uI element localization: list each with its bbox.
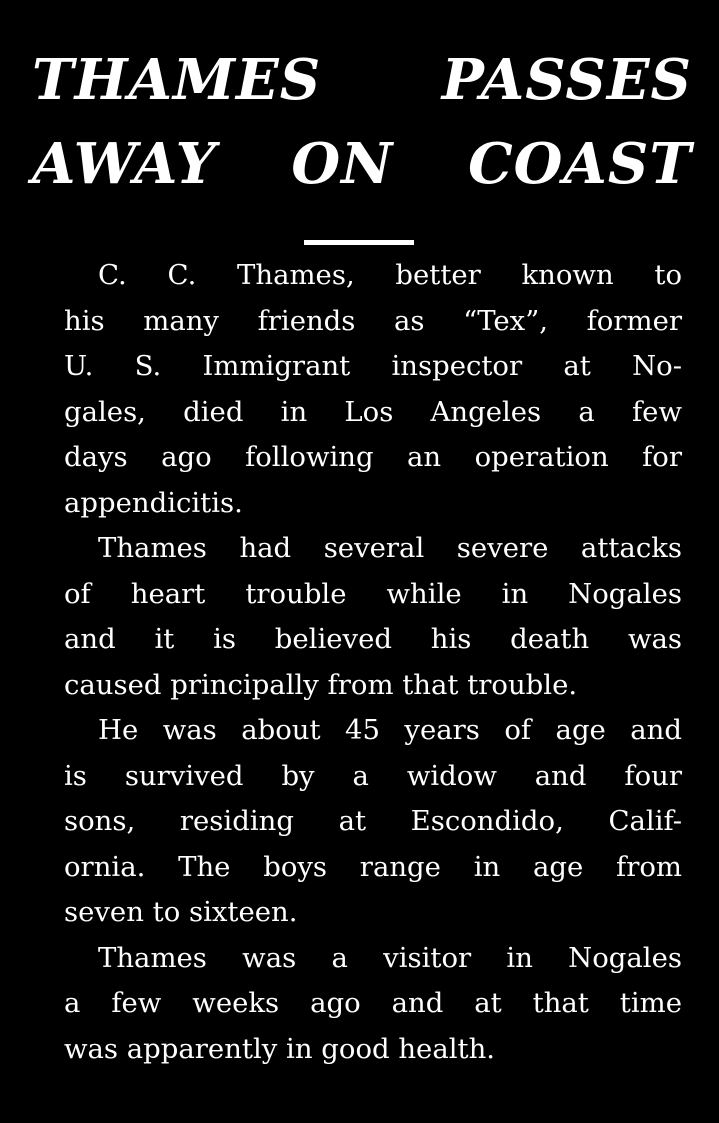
text-line: ornia. The boys range in age from (64, 850, 682, 883)
paragraph-2 (30, 526, 682, 708)
text-line: was apparently in good health. (64, 1032, 496, 1065)
text-line: and it is believed his death was (64, 623, 682, 655)
text-line: Thames was a visitor in Nogales (98, 941, 682, 974)
paragraph-1 (30, 253, 682, 526)
headline-line-1 (32, 38, 692, 122)
headline-word: ON (291, 131, 394, 197)
text-line: his many friends as “Tex”, former (64, 304, 682, 337)
headline-word: COAST (468, 131, 692, 197)
text-line: of heart trouble while in Nogales (64, 577, 682, 610)
paragraph-4 (30, 936, 682, 1073)
text-line: Thames had several severe attacks (98, 532, 682, 564)
text-line: gales, died in Los Angeles a few (64, 395, 682, 428)
text-line: C. C. Thames, better known to (98, 259, 682, 291)
text-line: He was about 45 years of age and (98, 714, 682, 746)
text-line: seven to sixteen. (64, 896, 298, 928)
headline-word: AWAY (32, 131, 217, 197)
text-line: is survived by a widow and four (64, 759, 682, 792)
text-line: a few weeks ago and at that time (64, 987, 682, 1019)
text-line: U. S. Immigrant inspector at No- (64, 350, 682, 382)
text-line: sons, residing at Escondido, Calif- (64, 805, 682, 837)
paragraph-3 (30, 708, 682, 936)
headline-word: PASSES (441, 47, 692, 113)
headline-line-2 (32, 122, 692, 206)
headline-word: THAMES (32, 47, 322, 113)
article-body (30, 253, 682, 1072)
text-line: appendicitis. (64, 486, 243, 519)
text-line: caused principally from that trouble. (64, 668, 578, 701)
text-line: days ago following an operation for (64, 441, 682, 473)
divider-rule (304, 240, 414, 245)
headline (32, 38, 692, 206)
